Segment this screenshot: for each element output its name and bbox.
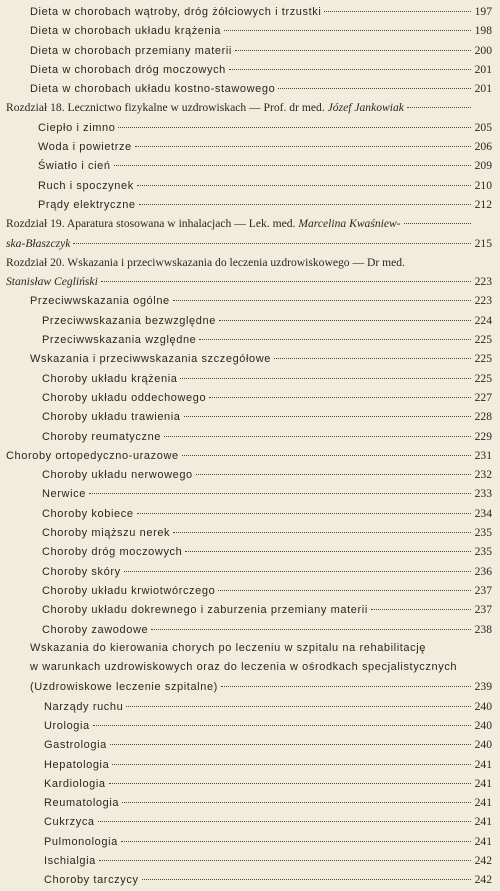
toc-entry-page-number: 241 [474,834,492,848]
toc-entry-text: Pulmonologia [44,835,118,848]
toc-entry [0,542,500,561]
toc-entry-text: Dieta w chorobach dróg moczowych [30,63,226,76]
toc-entry-title [44,852,96,871]
toc-entry-page-number: 231 [474,448,492,462]
dot-leader [98,821,471,822]
toc-entry-text: Dieta w chorobach przemiany materii [30,44,232,57]
toc-entry-text: Prądy elektryczne [38,198,136,211]
toc-entry [0,677,500,696]
toc-entry-page-number: 233 [474,487,492,501]
toc-entry-title [44,794,119,813]
toc-entry-title [42,370,177,389]
toc-entry-title [30,292,170,311]
toc-entry-author: Stanisław Cegliński [6,275,98,289]
dot-leader [224,30,471,31]
toc-entry-text: Wskazania i przeciwwskazania szczegółowe [30,353,272,366]
dot-leader [185,551,471,552]
dot-leader [73,243,471,244]
toc-entry-page-number: 234 [474,506,492,520]
dot-leader [135,146,471,147]
toc-entry-page-number: 198 [474,24,492,38]
dot-leader [196,474,471,475]
toc-entry-text: Urologia [44,719,90,732]
toc-entry-page-number: 228 [474,410,492,424]
toc-entry-page-number: 232 [474,468,492,482]
toc-entry [0,697,500,716]
dot-leader [221,686,471,687]
toc-entry [0,465,500,484]
toc-entry-text: Gastrologia [44,739,107,752]
toc-entry-text: Przeciwwskazania bezwzględne [42,314,216,327]
toc-entry-title [44,756,109,775]
toc-entry [0,755,500,774]
toc-entry [0,427,500,446]
dot-leader [164,436,471,437]
dot-leader [121,841,471,842]
toc-entry-title [44,736,107,755]
toc-entry [0,600,500,619]
toc-entry-page-number: 241 [474,757,492,771]
toc-entry-text: Choroby ortopedyczno-urazowe [6,449,179,462]
toc-entry-text: Choroby układu oddechowego [42,391,207,404]
toc-entry-page-number: 241 [474,815,492,829]
toc-entry-text: Ciepło i zimno [38,121,116,134]
toc-entry [0,21,500,40]
toc-entry-title [42,485,86,504]
toc-entry-page-number: 238 [474,622,492,636]
dot-leader [173,532,471,533]
toc-entry [0,716,500,735]
toc-entry [0,793,500,812]
toc-entry-title [42,524,170,543]
toc-entry-text: Wskazania do kierowania chorych po leczeniu w szpitalu na rehabilitację [30,641,427,654]
toc-entry-title [42,408,181,427]
dot-leader [109,783,471,784]
dot-leader [218,590,471,591]
toc-entry-title [6,214,401,233]
toc-entry [0,156,500,175]
toc-entry [0,2,500,21]
toc-entry [0,851,500,870]
toc-entry [0,311,500,330]
toc-entry [0,98,500,117]
toc-entry-page-number: 241 [474,776,492,790]
toc-entry-text: Choroby układu krwiotwórczego [42,584,216,597]
toc-entry-page-number: 223 [474,294,492,308]
toc-entry [0,349,500,368]
toc-entry-title [38,177,134,196]
toc-entry-title [44,717,90,736]
toc-entry-page-number: 206 [474,140,492,154]
toc-entry [0,369,500,388]
toc-entry-title [30,80,275,99]
toc-entry [0,272,500,291]
dot-leader [99,860,471,861]
toc-entry-title [42,621,148,640]
toc-entry [0,137,500,156]
toc-entry-title [44,775,106,794]
toc-entry-title [30,658,457,677]
toc-entry-text: Choroby kobiece [42,507,134,520]
dot-leader [182,455,471,456]
toc-entry-page-number: 212 [474,197,492,211]
toc-entry [0,484,500,503]
toc-entry-text: Dieta w chorobach układu kostno-stawowego [30,83,276,96]
table-of-contents [0,2,500,890]
dot-leader [371,609,471,610]
dot-leader [137,513,471,514]
toc-entry-title [38,119,115,138]
dot-leader [278,88,471,89]
toc-entry-title [6,234,70,253]
toc-entry [0,812,500,831]
toc-entry-title [42,543,182,562]
toc-entry [0,195,500,214]
dot-leader [118,127,471,128]
dot-leader [199,339,471,340]
toc-entry-text: Choroby miąższu nerek [42,527,171,540]
toc-entry-text: Przeciwwskazania ogólne [30,295,170,308]
toc-entry-text: Woda i powietrze [38,141,132,154]
toc-entry-text: Choroby dróg moczowych [42,546,183,559]
toc-entry [0,639,500,658]
toc-entry-text: Dieta w chorobach układu krążenia [30,25,222,38]
dot-leader [404,223,471,224]
toc-entry-title [38,196,136,215]
toc-entry [0,735,500,754]
toc-entry-title [30,639,426,658]
toc-entry-page-number: 224 [474,313,492,327]
toc-entry [0,330,500,349]
toc-entry-author: Marcelina Kwaśniew- [298,217,401,231]
toc-entry-page-number: 200 [474,43,492,57]
toc-entry-author: ska-Błaszczyk [6,236,71,250]
toc-entry [0,774,500,793]
toc-entry-text: Reumatologia [44,797,120,810]
toc-entry-page-number: 240 [474,718,492,732]
toc-entry-text: Ischialgia [44,855,96,868]
toc-entry-text: Kardiologia [44,777,106,790]
dot-leader [324,11,471,12]
toc-entry-title [44,833,118,852]
toc-entry-page-number: 201 [474,82,492,96]
toc-entry-page-number: 235 [474,545,492,559]
toc-entry [0,41,500,60]
toc-entry-page-number: 242 [474,854,492,868]
dot-leader [219,320,471,321]
toc-entry-title [30,42,232,61]
toc-entry-title [38,138,132,157]
toc-entry-title [38,157,111,176]
toc-entry [0,504,500,523]
dot-leader [89,493,471,494]
toc-entry-text: Cukrzyca [44,816,95,829]
toc-entry-title [42,601,368,620]
toc-entry-page-number: 241 [474,796,492,810]
toc-entry-title [42,563,121,582]
toc-entry-text: Choroby układu dokrewnego i zaburzenia przemiany materii [42,604,368,617]
toc-entry [0,291,500,310]
toc-entry-page-number: 225 [474,333,492,347]
dot-leader [235,50,471,51]
toc-entry-page-number: 197 [474,5,492,18]
toc-entry-text: Narządy ruchu [44,700,124,713]
dot-leader [180,378,471,379]
toc-entry-title [42,331,196,350]
dot-leader [229,69,471,70]
toc-entry-page-number: 239 [474,680,492,694]
toc-entry-text: Choroby układu krążenia [42,372,178,385]
toc-entry-text: Dieta w chorobach wątroby, dróg żółciowych i trzustki [30,6,322,18]
toc-entry [0,446,500,465]
toc-entry-title [42,582,215,601]
toc-entry-page-number: 210 [474,178,492,192]
toc-entry-title [6,253,405,272]
dot-leader [122,802,471,803]
toc-entry-title [6,447,179,466]
toc-entry-title [42,389,206,408]
toc-entry-page-number: 227 [474,390,492,404]
toc-entry [0,60,500,79]
toc-entry-title [30,22,221,41]
toc-entry-title [6,98,404,117]
toc-entry-page-number: 205 [474,120,492,134]
toc-entry [0,658,500,677]
toc-entry-text: Przeciwwskazania względne [42,334,197,347]
toc-entry [0,253,500,272]
dot-leader [93,725,471,726]
toc-entry-text: Nerwice [42,488,86,501]
dot-leader [124,571,471,572]
toc-entry-text: Choroby zawodowe [42,623,149,636]
toc-entry-title [44,698,123,717]
toc-entry-title [30,350,271,369]
toc-entry-page-number: 209 [474,159,492,173]
toc-entry-page-number: 223 [474,275,492,289]
toc-entry-page-number: 237 [474,583,492,597]
toc-entry [0,581,500,600]
toc-entry-text: Hepatologia [44,758,110,771]
toc-entry [0,620,500,639]
dot-leader [407,107,471,108]
toc-entry-page-number: 242 [474,873,492,887]
toc-entry-text: Choroby układu nerwowego [42,469,193,482]
dot-leader [114,165,471,166]
toc-entry-text: (Uzdrowiskowe leczenie szpitalne) [30,681,218,694]
dot-leader [274,358,471,359]
toc-entry-text: Choroby reumatyczne [42,430,162,443]
toc-entry-title [6,272,98,291]
toc-entry [0,234,500,253]
toc-entry-title [30,678,218,697]
toc-entry-author: Józef Jankowiak [327,101,404,115]
toc-entry-text: Choroby skóry [42,565,121,578]
toc-entry [0,832,500,851]
dot-leader [137,185,471,186]
toc-entry-text: Choroby układu trawienia [42,411,181,424]
toc-entry-page-number: 229 [474,429,492,443]
toc-entry [0,214,500,233]
dot-leader [209,397,471,398]
toc-entry [0,118,500,137]
dot-leader [112,764,471,765]
dot-leader [151,629,471,630]
toc-entry [0,523,500,542]
toc-entry-text: Rozdział 19. Aparatura stosowana w inhalacjach — Lek. med. [6,217,299,231]
dot-leader [142,879,471,880]
toc-entry-text: Ruch i spoczynek [38,179,134,192]
dot-leader [101,281,471,282]
toc-entry [0,388,500,407]
toc-entry [0,870,500,889]
toc-entry-title [30,3,321,22]
dot-leader [184,416,471,417]
dot-leader [110,744,471,745]
toc-entry-title [44,813,95,832]
dot-leader [173,300,471,301]
toc-entry-page-number: 237 [474,603,492,617]
toc-entry-page-number: 225 [474,352,492,366]
toc-entry-title [42,312,216,331]
toc-entry-title [42,428,161,447]
toc-entry-title [44,871,139,890]
toc-entry [0,407,500,426]
toc-entry-text: Rozdział 20. Wskazania i przeciwwskazania do leczenia uzdrowiskowego — Dr med. [6,255,405,269]
toc-entry-page-number: 215 [474,236,492,250]
toc-entry-page-number: 240 [474,738,492,752]
toc-entry-page-number: 235 [474,526,492,540]
toc-entry-text: Rozdział 18. Lecznictwo fizykalne w uzdrowiskach — Prof. dr med. [6,101,328,115]
dot-leader [139,204,471,205]
toc-entry-title [42,505,134,524]
toc-entry-text: Choroby tarczycy [44,874,139,887]
toc-entry-title [42,466,193,485]
toc-entry-text: w warunkach uzdrowiskowych oraz do leczenia w ośrodkach specjalistycznych [30,661,458,674]
toc-entry-page-number: 225 [474,371,492,385]
toc-entry [0,176,500,195]
toc-entry-title [30,61,226,80]
toc-entry-page-number: 240 [474,699,492,713]
toc-entry [0,562,500,581]
toc-entry-page-number: 236 [474,564,492,578]
toc-entry-text: Światło i cień [38,160,111,173]
toc-entry-page-number: 201 [474,62,492,76]
dot-leader [126,706,471,707]
toc-entry [0,79,500,98]
